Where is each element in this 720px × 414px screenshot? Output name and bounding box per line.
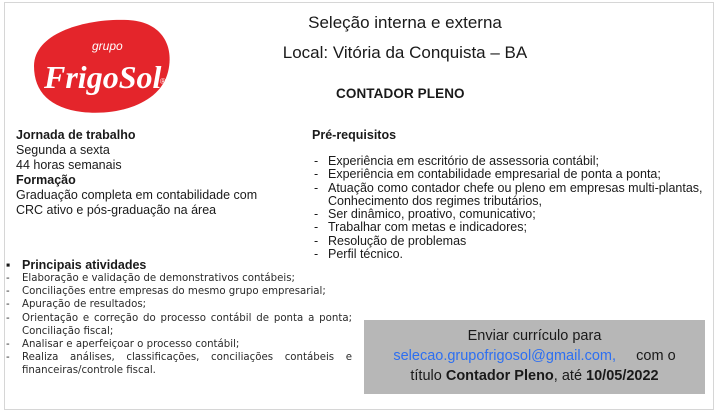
prereq-title: Pré-requisitos [312, 128, 397, 142]
subject-title: Contador Pleno [445, 368, 554, 384]
prerequisites [312, 128, 712, 261]
formacao-line: Graduação completa em contabilidade com [16, 188, 258, 202]
apply-with-text: com o [636, 348, 676, 364]
prereq-list [312, 155, 712, 261]
logo-registered-mark: ® [160, 77, 166, 86]
jornada-title: Jornada de trabalho [16, 128, 136, 142]
logo-main-text: FrigoSol [44, 59, 162, 95]
prereq-item: - Resolução de problemas [312, 235, 712, 248]
job-title: CONTADOR PLENO [336, 86, 465, 101]
subject-prefix: título [410, 368, 446, 384]
activities-title [4, 258, 354, 272]
prereq-item: - Ser dinâmico, proativo, comunicativo; [312, 208, 712, 221]
contact-email-link[interactable]: selecao.grupofrigosol@gmail.com, [393, 348, 616, 364]
apply-instruction: Enviar currículo para [467, 328, 602, 344]
activity-item: - Conciliações entre empresas do mesmo grupo empresarial; [4, 285, 354, 298]
formacao-line: CRC ativo e pós-graduação na área [16, 203, 217, 217]
prereq-item: - Experiência em contabilidade empresarial de ponta a ponta; [312, 168, 712, 181]
activities-title-text: Principais atividades [22, 258, 147, 272]
activity-item: - Realiza análises, classificações, conciliações contábeis e financeiras/controle fiscal. [4, 351, 354, 377]
square-bullet-icon: ▪ [6, 258, 11, 272]
apply-box [364, 320, 705, 394]
selection-type: Seleção interna e externa [308, 13, 502, 32]
page-header [240, 10, 570, 66]
apply-email-line [364, 346, 705, 366]
activities-list [4, 272, 354, 378]
formacao-title: Formação [16, 173, 76, 187]
activity-item: - Elaboração e validação de demonstrativos contábeis; [4, 272, 354, 285]
deadline-prefix: , até [553, 368, 587, 384]
prereq-item: - Experiência em escritório de assessoria contábil; [312, 155, 712, 168]
jornada-line: Segunda a sexta [16, 143, 110, 157]
job-details [16, 128, 312, 218]
jornada-line: 44 horas semanais [16, 158, 122, 172]
prereq-item: - Trabalhar com metas e indicadores; [312, 221, 712, 234]
activity-item: - Orientação e correção do processo contábil de ponta a ponta; Conciliação fiscal; [4, 312, 354, 338]
apply-subject-line [364, 366, 705, 386]
activity-item: - Apuração de resultados; [4, 298, 354, 311]
logo-small-text: grupo [92, 39, 123, 53]
deadline-date: 10/05/2022 [586, 368, 659, 384]
activity-item: - Analisar e aperfeiçoar o processo contábil; [4, 338, 354, 351]
frigosol-logo [28, 14, 176, 118]
main-activities [4, 258, 354, 378]
job-location: Local: Vitória da Conquista – BA [282, 43, 528, 62]
prereq-item: - Perfil técnico. [312, 248, 712, 261]
prereq-item: - Atuação como contador chefe ou pleno em empresas multi-plantas, Conhecimento dos regimes tributários, [312, 182, 712, 209]
